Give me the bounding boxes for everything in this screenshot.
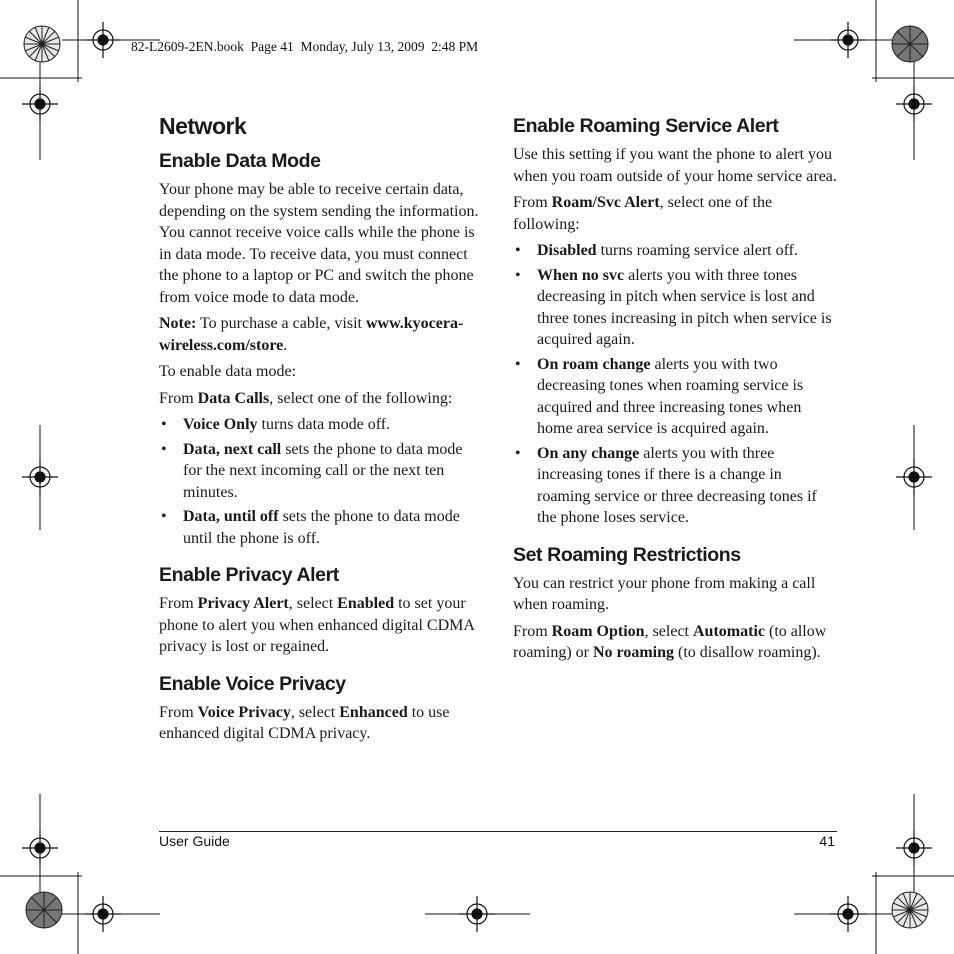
from-word: From [513,194,552,211]
from-word: From [513,622,552,640]
bullet: • [161,440,167,458]
right-column [513,113,837,669]
instruction [159,593,481,658]
section-heading: Enable Voice Privacy [159,672,346,695]
bullet: • [515,266,521,284]
store-link[interactable]: www.kyocera-wireless.com/store [159,315,464,354]
from-word: From [159,595,198,612]
option-name: Enabled [337,595,395,612]
select-word: , select [644,622,693,640]
paragraph: You can restrict your phone from making a call when roaming. [513,574,816,613]
bullet: • [515,242,521,259]
option-desc: sets the phone to data mode until the phone is off. [183,508,460,547]
footer-rule [159,831,837,832]
section-enable-data-mode [159,148,481,549]
list-item [513,265,837,351]
section-heading: Enable Privacy Alert [159,564,339,586]
option-desc: sets the phone to data mode for the next incoming call or the next ten minutes. [183,440,463,501]
section-enable-privacy-alert [159,562,481,658]
menu-name: Roam/Svc Alert [551,194,660,211]
list-item [513,443,837,529]
option-name: When no svc [537,266,625,284]
bullet: • [161,508,167,525]
option-name: Disabled [537,242,597,259]
menu-name: Data Calls [197,389,270,407]
section-heading: Set Roaming Restrictions [513,543,741,566]
select-word: , select [288,595,338,612]
paragraph: To enable data mode: [159,363,297,380]
menu-name: Privacy Alert [197,595,289,612]
section-set-roaming-restrictions [513,542,837,664]
option-name: Automatic [693,622,765,640]
option-list [513,240,837,529]
note-label: Note: [159,315,197,332]
menu-name: Roam Option [551,622,645,640]
section-heading: Enable Roaming Service Alert [513,115,779,137]
instruction-rest: to use enhanced digital CDMA privacy. [159,703,450,742]
instruction [159,702,481,745]
bullet: • [161,416,167,433]
option-desc: alerts you with two decreasing tones when roaming service is acquired and three increasing tones when home area service is acquired again. [537,355,804,437]
option-name: Enhanced [339,703,408,721]
section-enable-voice-privacy [159,671,481,745]
instruction-rest: , select one of the following: [269,389,453,407]
file-stamp: 82-L2609-2EN.book Page 41 Monday, July 13, 2009 2:48 PM [131,39,479,54]
option-name: Voice Only [183,416,258,433]
menu-name: Voice Privacy [197,703,291,721]
instruction [513,621,837,664]
instruction-rest: , select one of the following: [513,194,773,233]
bullet: • [515,355,521,373]
option-name: No roaming [592,644,675,661]
instruction [513,192,837,235]
note-end: . [283,336,288,354]
list-item [513,240,837,262]
select-word: , select [290,703,340,721]
list-item [159,439,481,504]
list-item [513,354,837,440]
option-desc: turns data mode off. [257,416,391,433]
option-list [159,414,481,549]
from-word: From [159,703,198,721]
section-heading: Enable Data Mode [159,150,321,172]
option-name: Data, next call [183,440,282,458]
note [159,313,481,356]
instruction-mid: (to allow roaming) or [513,622,827,661]
option-name: On roam change [537,355,651,373]
bullet: • [515,444,521,462]
left-column [159,112,481,750]
option-name: Data, until off [183,508,279,525]
option-desc: alerts you with three tones decreasing in pitch when service is lost and three tones increasing in pitch when service is acquired again. [537,266,832,348]
instruction-rest: to set your phone to alert you when enhanced digital CDMA privacy is lost or regained. [159,595,475,655]
footer-guide-label: User Guide [159,833,230,849]
option-desc: turns roaming service alert off. [596,242,798,259]
instruction-end: (to disallow roaming). [674,644,821,661]
list-item [159,506,481,549]
note-text: To purchase a cable, visit [196,315,366,332]
page-title: Network [159,113,247,139]
option-name: On any change [537,444,640,462]
list-item [159,414,481,436]
section-roaming-service-alert [513,113,837,529]
from-word: From [159,389,198,407]
page-number: 41 [819,833,835,849]
paragraph: Use this setting if you want the phone to alert you when you roam outside of your home service area. [513,146,837,185]
option-desc: alerts you with three increasing tones if there is a change in roaming service or three decreasing tones if the phone loses service. [537,444,817,526]
paragraph: Your phone may be able to receive certain data, depending on the system sending the information. You cannot receive voice calls while the phone is in data mode. To receive data, you must connect the phone to a laptop or PC and switch the phone from voice mode to data mode. [159,181,479,306]
instruction [159,388,481,410]
